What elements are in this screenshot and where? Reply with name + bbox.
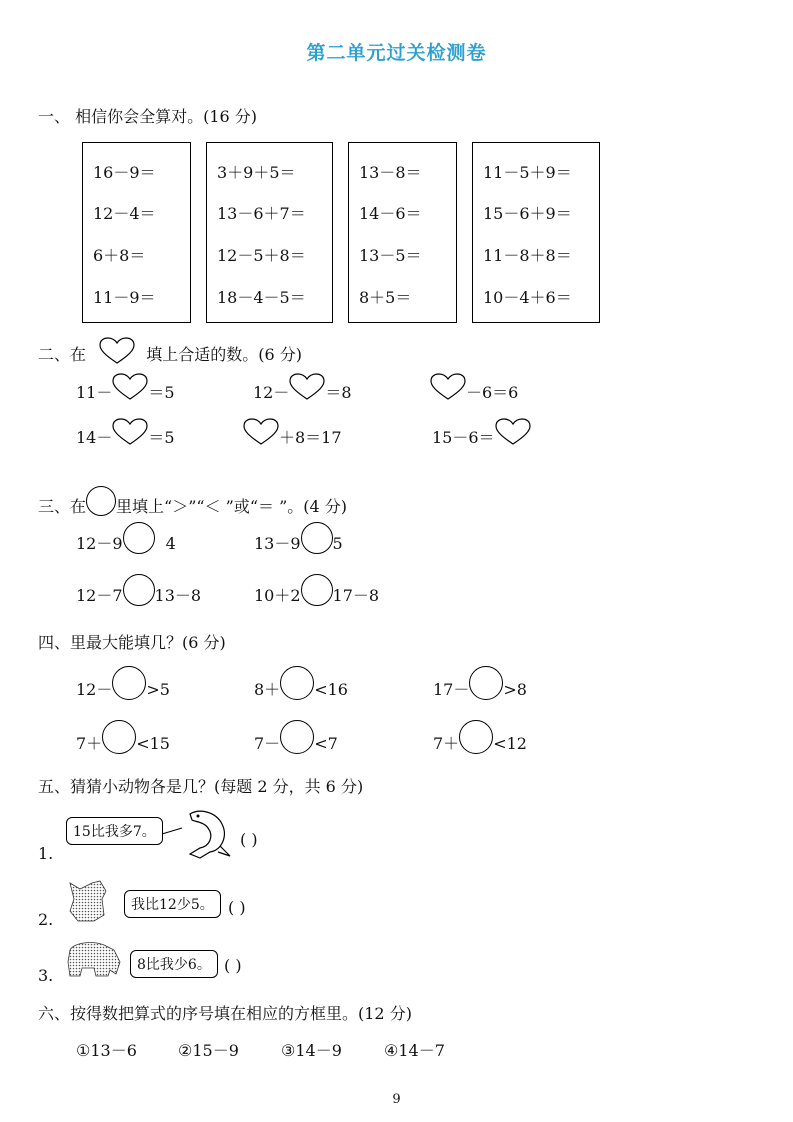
expression-1: ①13－6 xyxy=(76,1041,137,1060)
page-title: 第二单元过关检测卷 xyxy=(306,42,487,64)
section-1-heading: 一、 相信你会全算对。(16 分) xyxy=(38,107,258,126)
heart-blank-icon[interactable] xyxy=(430,373,466,401)
max-item-6 xyxy=(433,720,527,754)
max-item-4 xyxy=(76,720,170,754)
max-circle-blank[interactable] xyxy=(459,720,493,754)
heart-equation-5 xyxy=(243,425,342,448)
heart-blank-icon[interactable] xyxy=(243,418,279,446)
heart-equation-1 xyxy=(76,380,175,403)
eq-post: <16 xyxy=(314,680,348,699)
heading-text: 二、在 xyxy=(38,345,87,364)
section-6-heading: 六、按得数把算式的序号填在相应的方框里。(12 分) xyxy=(38,1004,412,1023)
heart-equation-6 xyxy=(432,425,531,448)
max-item-2 xyxy=(254,666,348,700)
compare-item-2 xyxy=(254,522,343,554)
heart-blank-icon[interactable] xyxy=(289,373,325,401)
eq-post: <12 xyxy=(493,734,527,753)
heart-equation-3 xyxy=(430,380,518,403)
max-item-1 xyxy=(76,666,170,700)
max-circle-blank[interactable] xyxy=(280,720,314,754)
calc-item: 16－9＝ xyxy=(93,163,156,182)
calc-item: 8＋5＝ xyxy=(359,288,412,307)
eq-post: <15 xyxy=(136,734,170,753)
eq-pre: 17－ xyxy=(433,680,470,699)
compare-item-4 xyxy=(254,574,379,606)
section-5-heading: 五、猜猜小动物各是几？(每题 2 分，共 6 分) xyxy=(38,777,364,796)
speech-bubble: 我比12少5。 xyxy=(124,890,221,918)
eq-pre: 7－ xyxy=(254,734,281,753)
compare-circle-blank[interactable] xyxy=(123,574,155,606)
eq-pre: 15－6＝ xyxy=(432,428,495,447)
calc-box-3 xyxy=(348,142,457,323)
calc-item: 10－4＋6＝ xyxy=(483,288,572,307)
compare-right: 5 xyxy=(332,534,343,553)
calc-box-2 xyxy=(206,142,333,323)
eq-pre: 11－ xyxy=(76,383,113,402)
eq-pre: 14－ xyxy=(76,428,113,447)
heart-blank-icon[interactable] xyxy=(495,418,531,446)
calc-box-1 xyxy=(82,142,191,323)
max-circle-blank[interactable] xyxy=(280,666,314,700)
max-item-5 xyxy=(254,720,338,754)
eq-post: ＝5 xyxy=(148,383,175,402)
heart-blank-icon[interactable] xyxy=(112,373,148,401)
guess-item-number: 3. xyxy=(38,966,54,985)
compare-circle-blank[interactable] xyxy=(301,574,333,606)
max-circle-blank[interactable] xyxy=(102,720,136,754)
section-3-heading xyxy=(38,486,347,517)
eq-pre: 12－ xyxy=(76,680,113,699)
speech-bubble: 15比我多7。 xyxy=(66,817,163,845)
heart-equation-2 xyxy=(253,380,352,403)
compare-item-3 xyxy=(76,574,201,606)
calc-item: 6＋8＝ xyxy=(93,246,146,265)
fox-icon xyxy=(66,877,112,923)
eq-post: <7 xyxy=(314,734,338,753)
calc-item: 14－6＝ xyxy=(359,204,422,223)
compare-left: 10＋2 xyxy=(254,586,301,605)
compare-left: 13－9 xyxy=(254,534,301,553)
heading-text: 填上合适的数。(6 分) xyxy=(146,345,302,364)
eq-post: >8 xyxy=(503,680,527,699)
section-2-heading xyxy=(38,342,302,365)
calc-item: 13－5＝ xyxy=(359,246,422,265)
compare-right: 4 xyxy=(160,534,176,553)
answer-blank[interactable]: ( ) xyxy=(224,956,242,975)
calc-item: 15－6＋9＝ xyxy=(483,204,572,223)
calc-item: 11－8＋8＝ xyxy=(483,246,572,265)
calc-item: 12－4＝ xyxy=(93,204,156,223)
expression-2: ②15－9 xyxy=(178,1041,239,1060)
answer-blank[interactable]: ( ) xyxy=(240,830,258,849)
eq-pre: 8＋ xyxy=(254,680,281,699)
compare-left: 12－7 xyxy=(76,586,123,605)
calc-box-4 xyxy=(472,142,600,323)
compare-right: 17－8 xyxy=(332,586,380,605)
expression-3: ③14－9 xyxy=(281,1041,342,1060)
heart-blank-icon[interactable] xyxy=(112,418,148,446)
eq-post: >5 xyxy=(146,680,170,699)
calc-item: 18－4－5＝ xyxy=(217,288,306,307)
calc-item: 3＋9＋5＝ xyxy=(217,163,296,182)
eq-post: ＋8＝17 xyxy=(279,428,342,447)
circle-icon xyxy=(86,486,116,516)
expression-4: ④14－7 xyxy=(384,1041,445,1060)
eq-post: ＝8 xyxy=(325,383,352,402)
calc-item: 11－5＋9＝ xyxy=(483,163,572,182)
page-number: 9 xyxy=(392,1092,401,1107)
max-circle-blank[interactable] xyxy=(112,666,146,700)
compare-circle-blank[interactable] xyxy=(123,522,155,554)
speech-bubble: 8比我少6。 xyxy=(130,950,218,978)
guess-item-number: 2. xyxy=(38,910,54,929)
eq-pre: 12－ xyxy=(253,383,290,402)
calc-item: 13－8＝ xyxy=(359,163,422,182)
heart-icon xyxy=(99,337,135,365)
compare-right: 13－8 xyxy=(154,586,202,605)
eq-post: ＝5 xyxy=(148,428,175,447)
guess-item-number: 1. xyxy=(38,844,54,863)
heading-text: 三、在 xyxy=(38,497,87,516)
calc-item: 11－9＝ xyxy=(93,288,156,307)
compare-item-1 xyxy=(76,522,176,554)
eq-post: －6＝6 xyxy=(466,383,519,402)
heart-equation-4 xyxy=(76,425,175,448)
eq-pre: 7＋ xyxy=(433,734,460,753)
dolphin-icon xyxy=(160,806,235,861)
calc-item: 12－5＋8＝ xyxy=(217,246,306,265)
compare-circle-blank[interactable] xyxy=(301,522,333,554)
answer-blank[interactable]: ( ) xyxy=(228,898,246,917)
max-item-3 xyxy=(433,666,527,700)
heading-text: 里填上“＞”“＜ ”或“＝ ”。(4 分) xyxy=(116,497,348,516)
section-4-heading: 四、里最大能填几？(6 分) xyxy=(38,633,226,652)
elephant-icon xyxy=(66,940,126,978)
compare-left: 12－9 xyxy=(76,534,123,553)
calc-item: 13－6＋7＝ xyxy=(217,204,306,223)
max-circle-blank[interactable] xyxy=(469,666,503,700)
eq-pre: 7＋ xyxy=(76,734,103,753)
